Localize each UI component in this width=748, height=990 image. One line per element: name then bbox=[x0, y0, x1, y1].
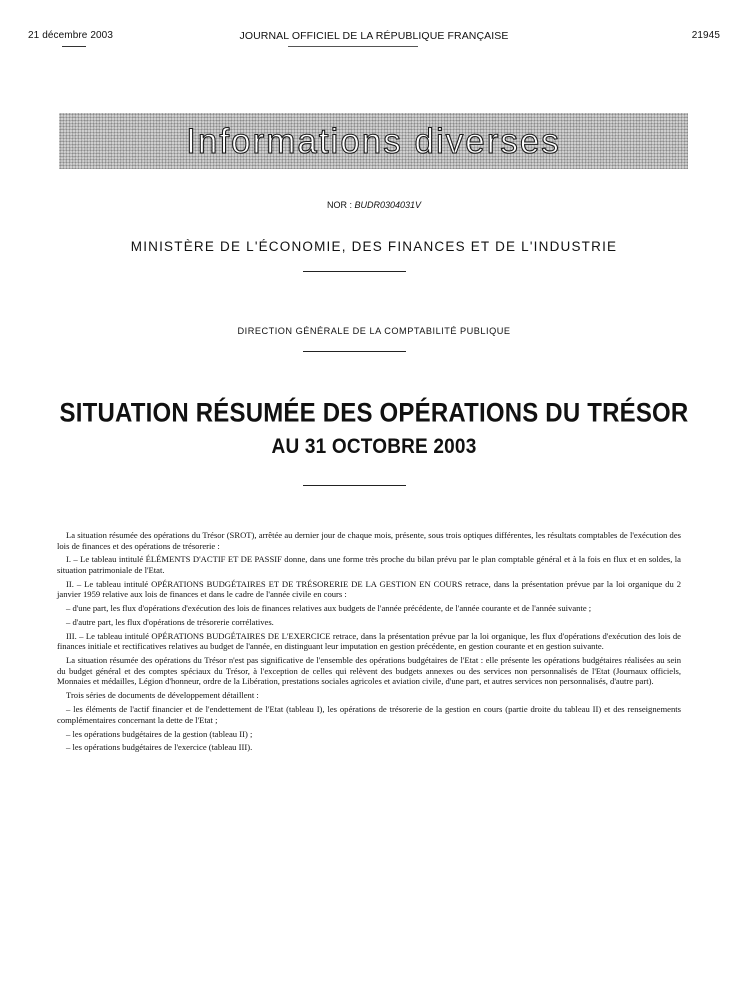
page-header bbox=[28, 30, 720, 44]
document-subtitle: AU 31 OCTOBRE 2003 bbox=[271, 435, 477, 459]
paragraph: Trois séries de documents de développement détaillent : bbox=[66, 690, 259, 701]
paragraph: – les opérations budgétaires de la gestion (tableau II) ; bbox=[66, 728, 253, 739]
paragraph: II. – Le tableau intitulé OPÉRATIONS BUDGÉTAIRES ET DE TRÉSORERIE DE LA GESTION EN COURS retrace, dans la présentation prévue par la loi organique du 2 janvier 1959 relative aux lois de finances et dans le cadre de l'année civile en cours : bbox=[57, 578, 681, 600]
banner-title: Informations diverses bbox=[186, 122, 561, 161]
header-date: 21 décembre 2003 bbox=[28, 30, 113, 41]
ministry-heading: MINISTÈRE DE L'ÉCONOMIE, DES FINANCES ET DE L'INDUSTRIE bbox=[130, 239, 618, 254]
paragraph: – d'autre part, les flux d'opérations de trésorerie corrélatives. bbox=[66, 617, 274, 628]
divider-rule bbox=[303, 351, 406, 352]
paragraph: – d'une part, les flux d'opérations d'exécution des lois de finances relatives aux budgets de l'année précédente, de l'année courante et de l'année suivante ; bbox=[66, 603, 592, 614]
direction-heading: DIRECTION GÉNÉRALE DE LA COMPTABILITÉ PUBLIQUE bbox=[237, 326, 511, 336]
document-title: SITUATION RÉSUMÉE DES OPÉRATIONS DU TRÉSOR bbox=[59, 398, 689, 429]
header-rule-left bbox=[62, 46, 86, 47]
paragraph: – les opérations budgétaires de l'exercice (tableau III). bbox=[66, 742, 253, 753]
paragraph: I. – Le tableau intitulé ÉLÉMENTS D'ACTIF ET DE PASSIF donne, dans une forme très proche du bilan prévu par le plan comptable général et à la fois en flux et en soldes, la situation patrimoniale de l'Etat. bbox=[57, 554, 681, 575]
paragraph: La situation résumée des opérations du Trésor (SROT), arrêtée au dernier jour de chaque mois, présente, sous trois optiques différentes, les résultats comptables de l'exécution des lois de finances et des opérations de trésorerie : bbox=[57, 530, 681, 551]
divider-rule bbox=[303, 485, 406, 486]
nor-label: NOR : bbox=[326, 200, 352, 210]
nor-code: BUDR0304031V bbox=[354, 200, 422, 210]
page-number: 21945 bbox=[691, 30, 720, 41]
header-rule-right bbox=[288, 46, 418, 47]
section-banner bbox=[59, 113, 688, 169]
paragraph: La situation résumée des opérations du Trésor n'est pas significative de l'ensemble des opérations budgétaires de l'Etat : elle présente les opérations budgétaires réalisées au sein du budget général et des comptes spéciaux du Trésor, à l'exception de celles qui relèvent des budgets annexes ou des services non personnalisés de l'Etat (Journaux officiels, Monnaies et médailles, Légion d'honneur, ordre de la Libération, prestations sociales agricoles et aviation civile, d'une part, et autres services non personnalisés, d'autre part). bbox=[57, 655, 681, 687]
paragraph: III. – Le tableau intitulé OPÉRATIONS BUDGÉTAIRES DE L'EXERCICE retrace, dans la présentation prévue par la loi organique, les flux d'opérations d'exécution des lois de finances initiale et rectificatives relatives au budget de l'année, en distinguant leur imputation en gestion précédente, en gestion courante et en gestion suivante. bbox=[57, 630, 681, 652]
paragraph: – les éléments de l'actif financier et de l'endettement de l'Etat (tableau I), les opérations de trésorerie de la gestion en cours (partie droite du tableau II) et des renseignements complémentaires concernant la dette de l'Etat ; bbox=[57, 704, 681, 725]
divider-rule bbox=[303, 271, 406, 272]
body-text bbox=[57, 530, 681, 756]
nor-reference bbox=[0, 200, 748, 210]
journal-title: JOURNAL OFFICIEL DE LA RÉPUBLIQUE FRANÇAISE bbox=[239, 30, 509, 42]
